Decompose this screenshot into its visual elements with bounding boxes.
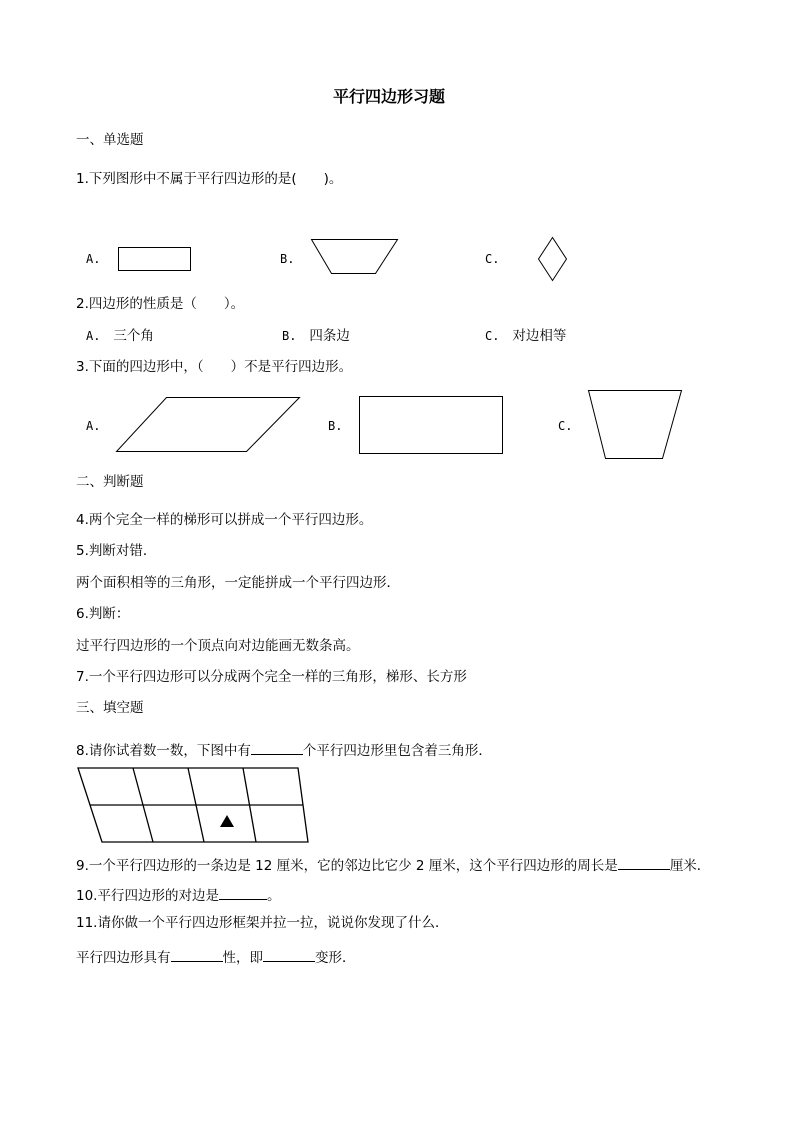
q11-text-after: 变形．	[315, 950, 356, 966]
q3-option-b-rectangle	[356, 393, 506, 457]
q9-text-after: 厘米．	[669, 858, 711, 874]
q2-option-b[interactable]	[282, 330, 350, 344]
question-11-stem: 11.请你做一个平行四边形框架并拉一拉，说说你发现了什么．	[76, 915, 449, 931]
q2-option-c-text: 对边相等	[512, 328, 567, 344]
q1-option-a-rectangle	[115, 244, 195, 274]
question-5-stem: 5.判断对错．	[76, 543, 157, 559]
question-10	[76, 886, 280, 904]
q8-parallelogram-grid-figure	[74, 765, 314, 845]
q3-option-c-label[interactable]: C.	[558, 419, 573, 433]
q11-answer-blank-2[interactable]	[263, 948, 315, 962]
q10-answer-blank[interactable]	[219, 886, 267, 900]
section-heading-true-false: 二、判断题	[76, 474, 144, 490]
q1-option-c-rhombus	[535, 234, 569, 284]
q2-option-c-letter: C.	[485, 329, 500, 343]
q9-answer-blank[interactable]	[618, 856, 670, 870]
q11-text-middle: 性，即	[222, 950, 263, 966]
question-3-stem: 3.下面的四边形中，（ ）不是平行四边形。	[76, 359, 353, 375]
q3-option-a-label[interactable]: A.	[86, 419, 101, 433]
q1-option-b-trapezoid	[308, 236, 403, 278]
q3-option-c-trapezoid	[585, 387, 685, 462]
q8-text-after: 个平行四边形里包含着三角形．	[302, 743, 492, 759]
q3-option-b-label[interactable]: B.	[328, 419, 343, 433]
q2-option-c[interactable]	[485, 330, 566, 344]
q11-text-before: 平行四边形具有	[76, 950, 171, 966]
question-11-answer-line	[76, 948, 356, 966]
section-heading-fill-blank: 三、填空题	[76, 700, 144, 716]
question-2-stem: 2.四边形的性质是（ ）。	[76, 296, 245, 312]
q2-option-a-letter: A.	[86, 329, 101, 343]
question-6-body: 过平行四边形的一个顶点向对边能画无数条高。	[76, 638, 360, 654]
q2-option-a-text: 三个角	[113, 328, 154, 344]
q9-text-before: 9.一个平行四边形的一条边是 12 厘米，它的邻边比它少 2 厘米，这个平行四边形的周长是	[76, 858, 618, 874]
question-7: 7.一个平行四边形可以分成两个完全一样的三角形，梯形、长方形	[76, 669, 467, 685]
q2-option-b-letter: B.	[282, 329, 297, 343]
question-8	[76, 741, 492, 759]
q1-option-b-label[interactable]: B.	[280, 252, 295, 266]
question-5-body: 两个面积相等的三角形，一定能拼成一个平行四边形．	[76, 575, 400, 591]
page-title: 平行四边形习题	[333, 87, 446, 106]
q10-text-after: 。	[266, 888, 281, 904]
q3-option-a-parallelogram	[113, 394, 303, 456]
q1-option-c-label[interactable]: C.	[485, 252, 500, 266]
question-6-stem: 6.判断：	[76, 606, 130, 622]
q2-option-a[interactable]	[86, 330, 154, 344]
q10-text-before: 10.平行四边形的对边是	[76, 888, 219, 904]
section-heading-single-choice: 一、单选题	[76, 132, 144, 148]
question-4: 4.两个完全一样的梯形可以拼成一个平行四边形。	[76, 512, 373, 528]
question-1-stem: 1.下列图形中不属于平行四边形的是( )。	[76, 171, 343, 187]
question-9	[76, 856, 710, 874]
q11-answer-blank-1[interactable]	[171, 948, 223, 962]
q2-option-b-text: 四条边	[309, 328, 350, 344]
q8-text-before: 8.请你试着数一数，下图中有	[76, 743, 251, 759]
q1-option-a-label[interactable]: A.	[86, 252, 101, 266]
q8-answer-blank[interactable]	[251, 741, 303, 755]
